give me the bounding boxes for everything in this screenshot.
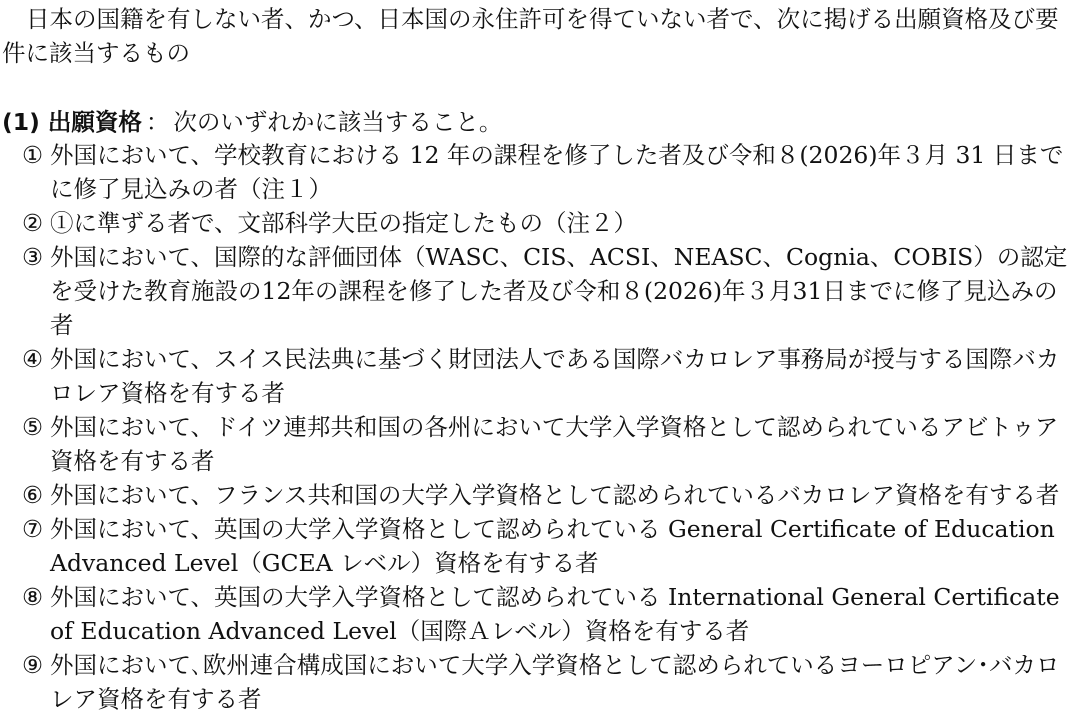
- section-separator: ：: [145, 108, 170, 136]
- section-description: 次のいずれかに該当すること。: [173, 108, 503, 136]
- item-text: 外国において、英国の大学入学資格として認められている General Certificate of Education Advanced Level（GCEA レベル）資格を有する者: [50, 515, 1055, 577]
- qualification-list: [0, 138, 1076, 716]
- list-item: [0, 240, 1076, 342]
- intro-paragraph: 日本の国籍を有しない者、かつ、日本国の永住許可を得ていない者で、次に掲げる出願資格及び要件に該当するもの: [2, 5, 1059, 67]
- item-text: 外国において、英国の大学入学資格として認められている International General Certificate of Education Advanced Level（国際Ａレベル）資格を有する者: [50, 583, 1060, 645]
- item-marker: ②: [22, 209, 44, 237]
- section-title: 出願資格: [47, 108, 142, 136]
- item-text: 外国において、スイス民法典に基づく財団法人である国際バカロレア事務局が授与する国際バカロレア資格を有する者: [50, 345, 1060, 407]
- list-item: [0, 648, 1076, 716]
- section-number: (1): [2, 108, 40, 136]
- list-item: [0, 206, 1076, 240]
- section-heading: [2, 105, 502, 139]
- item-marker: ⑥: [22, 481, 44, 509]
- list-item: [0, 138, 1076, 206]
- item-marker: ⑤: [22, 413, 44, 441]
- list-item: [0, 342, 1076, 410]
- list-item: [0, 512, 1076, 580]
- list-item: [0, 478, 1076, 512]
- item-marker: ⑧: [22, 583, 44, 611]
- list-item: [0, 410, 1076, 478]
- item-text: 外国において、国際的な評価団体（WASC、CIS、ACSI、NEASC、Cognia、COBIS）の認定を受けた教育施設の12年の課程を修了した者及び令和８(2026)年３月31日までに修了見込みの者: [50, 243, 1068, 339]
- item-text: ①に準ずる者で、文部科学大臣の指定したもの（注２）: [50, 209, 638, 237]
- item-text: 外国において、ドイツ連邦共和国の各州において大学入学資格として認められているアビトゥア資格を有する者: [50, 413, 1059, 475]
- item-marker: ③: [22, 243, 44, 271]
- item-marker: ④: [22, 345, 44, 373]
- item-text: 外国において、学校教育における 12 年の課程を修了した者及び令和８(2026)年３月 31 日までに修了見込みの者（注１）: [50, 141, 1064, 203]
- item-text: 外国において､欧州連合構成国において大学入学資格として認められているヨーロピアン･バカロレア資格を有する者: [50, 651, 1060, 713]
- list-item: [0, 580, 1076, 648]
- item-marker: ①: [22, 141, 44, 169]
- item-text: 外国において、フランス共和国の大学入学資格として認められているバカロレア資格を有する者: [50, 481, 1060, 509]
- item-marker: ⑦: [22, 515, 44, 543]
- item-marker: ⑨: [22, 651, 44, 679]
